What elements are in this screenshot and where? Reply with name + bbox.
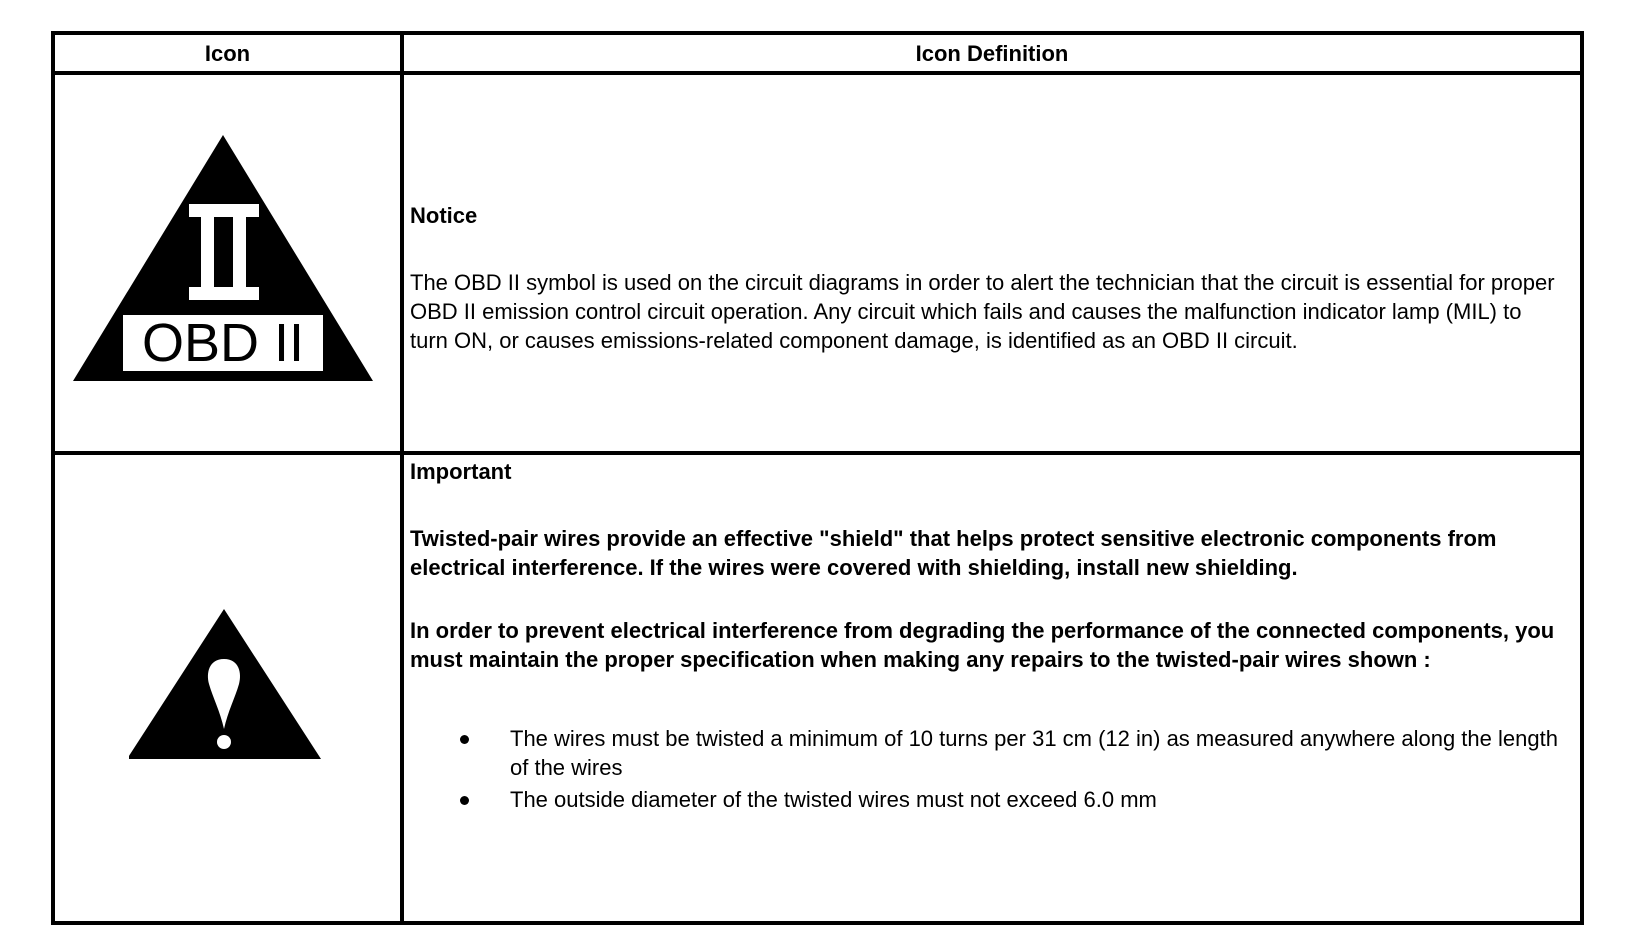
spec-bullet-list [410, 724, 1560, 814]
important-icon [129, 607, 329, 772]
list-item [410, 724, 1560, 782]
definition-cell-notice [404, 75, 1580, 455]
notice-body: The OBD II symbol is used on the circuit diagrams in order to alert the technician that the circuit is essential for proper OBD II emission control circuit operation. Any circuit which fails and causes the malfunction indicator lamp (MIL) to turn ON, or causes emissions-related component damage, is identified as an OBD II circuit. [410, 270, 1555, 353]
icon-cell-important [55, 455, 400, 925]
table-row-notice [55, 75, 1580, 455]
important-para-1: Twisted-pair wires provide an effective "shield" that helps protect sensitive electronic components from electrical interference. If the wires were covered with shielding, install new shielding. [410, 526, 1497, 580]
important-title: Important [410, 459, 512, 484]
column-divider [400, 35, 404, 921]
header-icon: Icon [204, 41, 251, 66]
table-header-row [55, 35, 1580, 75]
bullet-icon [460, 796, 469, 805]
obd-ii-label: OBD II [141, 313, 305, 373]
bullet-icon [460, 735, 469, 744]
icon-cell-notice [55, 75, 400, 455]
bullet-text-1: The wires must be twisted a minimum of 10 turns per 31 cm (12 in) as measured anywhere along the length of the wires [510, 726, 1558, 780]
obd-ii-icon [71, 131, 391, 391]
list-item [410, 785, 1560, 814]
definition-cell-important [404, 455, 1580, 925]
bullet-text-2: The outside diameter of the twisted wires must not exceed 6.0 mm [510, 787, 1157, 812]
table-row-important [55, 455, 1580, 925]
header-icon-definition: Icon Definition [915, 41, 1069, 66]
icon-definition-table [51, 31, 1584, 925]
important-para-2: In order to prevent electrical interference from degrading the performance of the connected components, you must maintain the proper specification when making any repairs to the twisted-pair wires shown : [410, 618, 1555, 672]
notice-title: Notice [410, 203, 478, 228]
